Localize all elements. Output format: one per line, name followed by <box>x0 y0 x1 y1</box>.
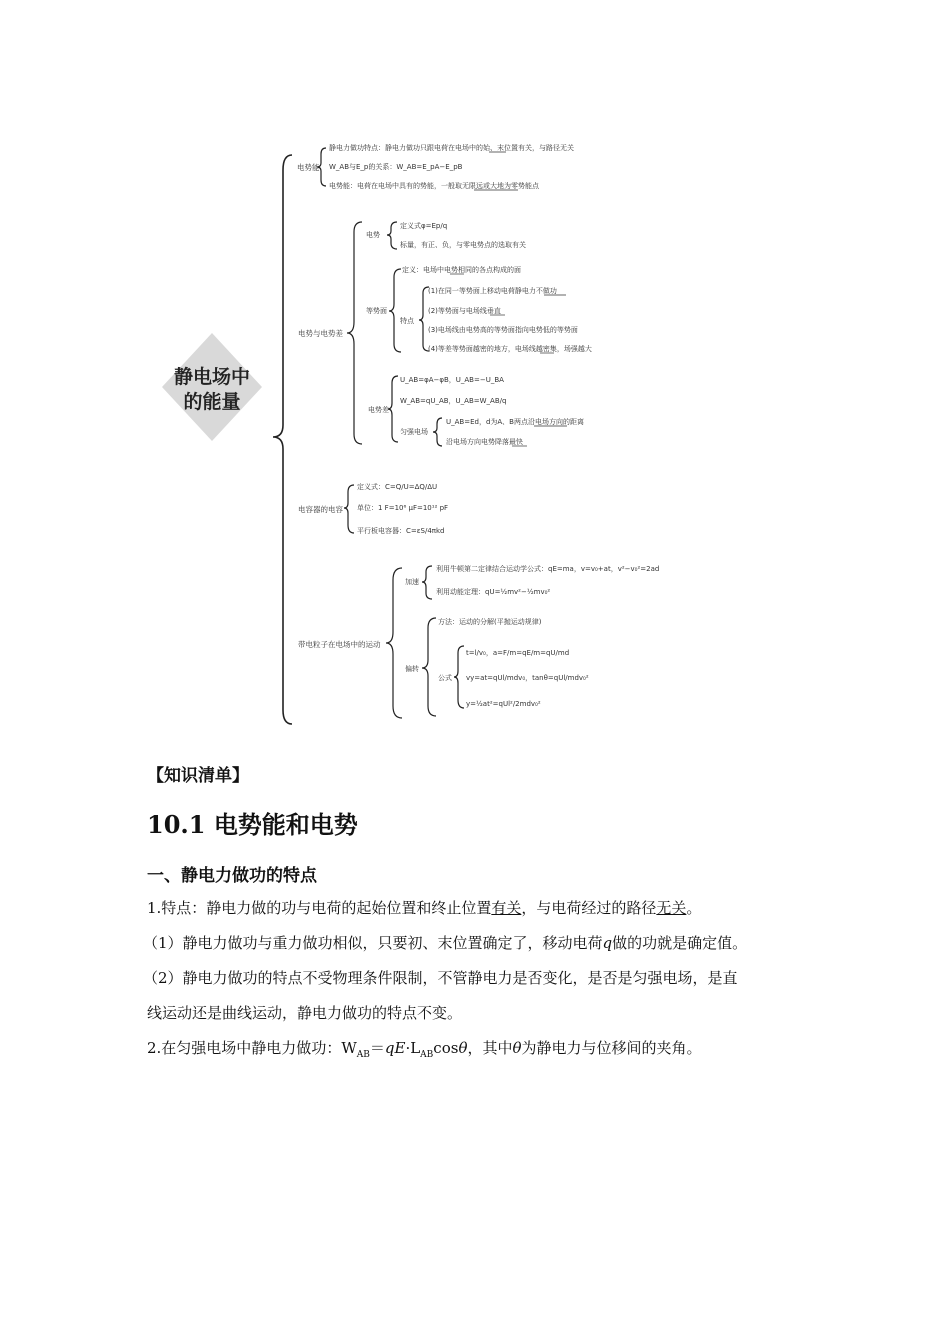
b4-sub1-label: 加速 <box>405 578 419 586</box>
brace-b4 <box>386 568 402 718</box>
p4-theta-2: θ <box>512 1039 522 1057</box>
b2-sub2-label: 等势面 <box>366 307 387 315</box>
branch-potential-difference: 电势与电势差 <box>298 329 343 338</box>
p2-var: q <box>602 934 613 952</box>
b4-sub2-method: 方法：运动的分解(平抛运动规律) <box>438 618 542 626</box>
b1-item3: 电势能：电荷在电场中具有的势能，一般取无限远或大地为零势能点 <box>329 182 539 190</box>
b2-sub3-uniform: 匀强电场 <box>400 428 428 436</box>
center-title-line2: 的能量 <box>183 391 241 413</box>
branch-particle-motion: 带电粒子在电场中的运动 <box>298 640 381 649</box>
b2-sub1-item2: 标量，有正、负，与零电势点的选取有关 <box>400 241 526 249</box>
p1-underline-1: 有关 <box>491 899 522 917</box>
brace-b4-s2 <box>422 618 436 716</box>
brace-b4-s1 <box>422 566 432 599</box>
p4-lead: 2.在匀强电场中静电力做功：W <box>147 1039 357 1057</box>
p4-sub2: AB <box>420 1050 434 1060</box>
b2-sub2-def: 定义：电场中电势相同的各点构成的面 <box>402 266 521 274</box>
p1-underline-2: 无关 <box>656 899 687 917</box>
page-heading <box>147 805 358 840</box>
b2-sub2-f1: (1)在同一等势面上移动电荷静电力不做功 <box>428 287 557 295</box>
brace-b3 <box>344 485 354 533</box>
b2-sub3-item1: U_AB=φA−φB，U_AB=−U_BA <box>400 376 504 384</box>
subheading: 一、静电力做功的特点 <box>147 866 317 886</box>
b3-item3: 平行板电容器：C=εS/4πkd <box>357 527 445 535</box>
b3-item1: 定义式：C=Q/U=ΔQ/ΔU <box>357 483 438 491</box>
b2-sub1-label: 电势 <box>366 231 380 239</box>
paragraph-3-line1: （2）静电力做功的特点不受物理条件限制，不管静电力是否变化，是否是匀强电场，是直 <box>143 969 738 987</box>
brace-b2-s2-feat <box>419 287 429 351</box>
p2-lead: （1）静电力做功与重力做功相似，只要初、末位置确定了，移动电荷 <box>143 934 603 952</box>
branch-capacitance: 电容器的电容 <box>298 505 343 514</box>
b1-item1: 静电力做功特点：静电力做功只跟电荷在电场中的始、末位置有关，与路径无关 <box>329 144 574 152</box>
b2-sub2-f4: (4)等差等势面越密的地方，电场线越密集，场强越大 <box>428 345 592 353</box>
b1-item2: W_AB与E_p的关系：W_AB=E_pA−E_pB <box>329 163 463 171</box>
paragraph-2 <box>143 933 747 953</box>
b3-item2: 单位：1 F=10⁶ μF=10¹² pF <box>357 504 449 512</box>
b4-sub1-item2: 利用动能定理：qU=½mv²−½mv₀² <box>436 588 551 596</box>
b2-sub3-u1: U_AB=Ed，d为A、B两点沿电场方向的距离 <box>446 418 584 426</box>
brace-b2 <box>347 222 362 444</box>
p4-theta-1: θ <box>458 1039 468 1057</box>
b4-sub2-formula: 公式 <box>438 674 452 682</box>
p1-tail: 。 <box>686 899 702 917</box>
brace-b4-s2-formula <box>454 646 464 708</box>
brace-b2-s2 <box>389 269 401 352</box>
p1-lead: 1.特点：静电力做的功与电荷的起始位置和终止位置 <box>147 899 492 917</box>
p1-mid: ，与电荷经过的路径 <box>521 899 657 917</box>
p4-dot: ·L <box>405 1039 421 1057</box>
paragraph-1 <box>147 898 701 918</box>
brace-b2-s3-uniform <box>433 418 442 446</box>
main-brace <box>273 155 292 724</box>
b4-sub1-item1: 利用牛顿第二定律结合运动学公式：qE=ma，v=v₀+at，v²−v₀²=2ad <box>436 565 660 573</box>
brace-b1 <box>317 148 326 186</box>
heading-title: 电势能和电势 <box>213 811 358 839</box>
b2-sub3-u2: 沿电场方向电势降落最快 <box>446 438 523 446</box>
b2-sub1-item1: 定义式φ=Ep/q <box>400 222 448 230</box>
branch-potential-energy: 电势能 <box>297 163 320 172</box>
p4-sub1: AB <box>356 1050 370 1060</box>
p4-tail: 为静电力与位移间的夹角。 <box>521 1039 702 1057</box>
b2-sub3-item2: W_AB=qU_AB，U_AB=W_AB/q <box>400 397 507 405</box>
b2-sub3-label: 电势差 <box>368 406 389 414</box>
p2-tail: 做的功就是确定值。 <box>612 934 748 952</box>
p4-qE: qE <box>384 1039 406 1057</box>
b4-sub2-f3: y=½at²=qUl²/2mdv₀² <box>466 700 541 708</box>
paragraph-3-line2: 线运动还是曲线运动，静电力做功的特点不变。 <box>147 1004 463 1022</box>
p4-eq: ＝ <box>369 1039 385 1057</box>
p4-cos: cos <box>433 1039 459 1057</box>
section-label: 【知识清单】 <box>147 766 249 786</box>
center-title-line1: 静电场中 <box>173 366 251 388</box>
b2-sub2-f2: (2)等势面与电场线垂直 <box>428 307 501 315</box>
b4-sub2-f1: t=l/v₀，a=F/m=qE/m=qU/md <box>466 649 570 657</box>
paragraph-4 <box>147 1038 702 1065</box>
b2-sub2-f3: (3)电场线由电势高的等势面指向电势低的等势面 <box>428 326 578 334</box>
b4-sub2-label: 偏转 <box>405 665 419 673</box>
b2-sub2-feature: 特点 <box>400 317 414 325</box>
brace-b2-s3 <box>388 376 398 442</box>
b4-sub2-f2: vy=at=qUl/mdv₀，tanθ=qUl/mdv₀² <box>466 674 589 682</box>
p4-mid: ，其中 <box>467 1039 513 1057</box>
brace-b2-s1 <box>387 222 397 249</box>
heading-number: 10.1 <box>147 810 206 839</box>
